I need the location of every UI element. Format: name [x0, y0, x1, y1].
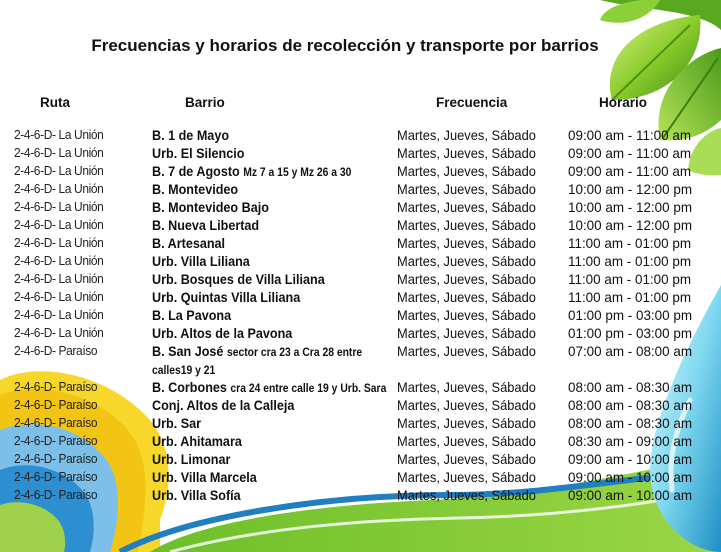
ruta-cell: 2-4-6-D- La Unión	[14, 181, 104, 196]
frecuencia-cell: Martes, Jueves, Sábado	[397, 217, 536, 233]
horario-cell: 01:00 pm - 03:00 pm	[568, 325, 693, 341]
horario-cell: 09:00 am - 11:00 am	[568, 145, 692, 161]
frecuencia-cell: Martes, Jueves, Sábado	[397, 469, 536, 485]
frecuencia-cell: Martes, Jueves, Sábado	[397, 271, 536, 287]
barrio-name: Urb. Quintas Villa Liliana	[152, 289, 301, 305]
barrio-name: Urb. El Silencio	[152, 145, 245, 161]
horario-cell: 11:00 am - 01:00 pm	[568, 253, 692, 269]
ruta-cell: 2-4-6-D- Paraíso	[14, 487, 98, 502]
ruta-cell: 2-4-6-D- Paraíso	[14, 433, 98, 448]
barrio-name: Urb. Limonar	[152, 451, 231, 467]
table-row	[0, 379, 721, 397]
barrio-cell	[152, 145, 244, 161]
table-row	[0, 289, 721, 307]
barrio-cell	[152, 469, 257, 485]
ruta-cell: 2-4-6-D- La Unión	[14, 217, 104, 232]
table-row	[0, 145, 721, 163]
frecuencia-cell: Martes, Jueves, Sábado	[397, 289, 536, 305]
barrio-cell	[152, 199, 269, 215]
table-row	[0, 451, 721, 469]
barrio-name: Urb. Villa Liliana	[152, 253, 250, 269]
frecuencia-cell: Martes, Jueves, Sábado	[397, 307, 536, 323]
barrio-name: B. La Pavona	[152, 307, 232, 323]
horario-cell: 09:00 am - 10:00 am	[568, 469, 693, 485]
barrio-name: Urb. Ahitamara	[152, 433, 242, 449]
barrio-cell	[152, 235, 225, 251]
table-row	[0, 433, 721, 451]
barrio-detail: Mz 7 a 15 y Mz 26 a 30	[243, 167, 352, 179]
ruta-cell: 2-4-6-D- La Unión	[14, 307, 104, 322]
horario-cell: 10:00 am - 12:00 pm	[568, 199, 693, 215]
ruta-cell: 2-4-6-D- Paraíso	[14, 469, 98, 484]
barrio-cell	[152, 127, 229, 143]
frecuencia-cell: Martes, Jueves, Sábado	[397, 163, 536, 179]
ruta-cell: 2-4-6-D- Paraíso	[14, 415, 98, 430]
barrio-name: Urb. Altos de la Pavona	[152, 325, 293, 341]
barrio-name: B. Artesanal	[152, 235, 226, 251]
frecuencia-cell: Martes, Jueves, Sábado	[397, 343, 536, 359]
barrio-cell	[152, 253, 250, 269]
table-row	[0, 199, 721, 217]
barrio-cell	[152, 433, 242, 449]
frecuencia-cell: Martes, Jueves, Sábado	[397, 127, 536, 143]
ruta-cell: 2-4-6-D- La Unión	[14, 145, 104, 160]
horario-cell: 07:00 am - 08:00 am	[568, 343, 693, 359]
barrio-name: B. Montevideo	[152, 181, 239, 197]
barrio-name: B. Montevideo Bajo	[152, 199, 269, 215]
barrio-name: B. Nueva Libertad	[152, 217, 260, 233]
ruta-cell: 2-4-6-D- La Unión	[14, 127, 104, 142]
horario-cell: 11:00 am - 01:00 pm	[568, 235, 692, 251]
header-horario: Horario	[599, 95, 648, 110]
barrio-cell	[152, 163, 351, 179]
frecuencia-cell: Martes, Jueves, Sábado	[397, 253, 536, 269]
barrio-cell	[152, 379, 386, 395]
header-barrio: Barrio	[185, 95, 225, 110]
frecuencia-cell: Martes, Jueves, Sábado	[397, 145, 536, 161]
barrio-name: B. 7 de Agosto	[152, 163, 240, 179]
barrio-cell	[152, 181, 238, 197]
barrio-cell	[152, 397, 294, 413]
horario-cell: 11:00 am - 01:00 pm	[568, 289, 692, 305]
barrio-name: B. Corbones	[152, 379, 227, 395]
table-row	[0, 343, 721, 379]
horario-cell: 08:00 am - 08:30 am	[568, 415, 693, 431]
horario-cell: 09:00 am - 10:00 am	[568, 487, 693, 503]
frecuencia-cell: Martes, Jueves, Sábado	[397, 433, 536, 449]
barrio-cell	[152, 415, 201, 431]
barrio-name: Urb. Bosques de Villa Liliana	[152, 271, 325, 287]
ruta-cell: 2-4-6-D- Paraíso	[14, 343, 98, 358]
table-row	[0, 307, 721, 325]
frecuencia-cell: Martes, Jueves, Sábado	[397, 325, 536, 341]
barrio-detail: cra 24 entre calle 19 y Urb. Sara	[230, 383, 387, 395]
ruta-cell: 2-4-6-D- Paraíso	[14, 451, 98, 466]
ruta-cell: 2-4-6-D- La Unión	[14, 235, 104, 250]
ruta-cell: 2-4-6-D- Paraíso	[14, 379, 98, 394]
table-row	[0, 469, 721, 487]
horario-cell: 11:00 am - 01:00 pm	[568, 271, 692, 287]
frecuencia-cell: Martes, Jueves, Sábado	[397, 487, 536, 503]
barrio-name: Urb. Villa Marcela	[152, 469, 257, 485]
table-row	[0, 235, 721, 253]
header-frecuencia: Frecuencia	[436, 95, 508, 110]
ruta-cell: 2-4-6-D- La Unión	[14, 199, 104, 214]
frecuencia-cell: Martes, Jueves, Sábado	[397, 235, 536, 251]
barrio-cell	[152, 343, 395, 379]
ruta-cell: 2-4-6-D- La Unión	[14, 271, 104, 286]
barrio-cell	[152, 289, 300, 305]
barrio-cell	[152, 217, 259, 233]
frecuencia-cell: Martes, Jueves, Sábado	[397, 379, 536, 395]
barrio-name: B. San José	[152, 343, 224, 359]
frecuencia-cell: Martes, Jueves, Sábado	[397, 397, 536, 413]
horario-cell: 10:00 am - 12:00 pm	[568, 217, 693, 233]
table-row	[0, 325, 721, 343]
horario-cell: 09:00 am - 10:00 am	[568, 451, 693, 467]
barrio-name: Urb. Villa Sofía	[152, 487, 241, 503]
horario-cell: 01:00 pm - 03:00 pm	[568, 307, 693, 323]
horario-cell: 08:00 am - 08:30 am	[568, 397, 693, 413]
table-row	[0, 181, 721, 199]
horario-cell: 09:00 am - 11:00 am	[568, 163, 692, 179]
barrio-name: Urb. Sar	[152, 415, 202, 431]
barrio-name: B. 1 de Mayo	[152, 127, 230, 143]
frecuencia-cell: Martes, Jueves, Sábado	[397, 451, 536, 467]
table-row	[0, 487, 721, 505]
horario-cell: 08:00 am - 08:30 am	[568, 379, 693, 395]
horario-cell: 08:30 am - 09:00 am	[568, 433, 693, 449]
table-row	[0, 253, 721, 271]
barrio-detail: sector cra 23 a Cra 28 entre calles19 y 21	[152, 347, 363, 377]
frecuencia-cell: Martes, Jueves, Sábado	[397, 181, 536, 197]
horario-cell: 09:00 am - 11:00 am	[568, 127, 692, 143]
barrio-cell	[152, 271, 325, 287]
frecuencia-cell: Martes, Jueves, Sábado	[397, 415, 536, 431]
barrio-cell	[152, 451, 230, 467]
table-row	[0, 217, 721, 235]
frecuencia-cell: Martes, Jueves, Sábado	[397, 199, 536, 215]
table-row	[0, 397, 721, 415]
table-row	[0, 163, 721, 181]
table-row	[0, 415, 721, 433]
barrio-name: Conj. Altos de la Calleja	[152, 397, 295, 413]
ruta-cell: 2-4-6-D- La Unión	[14, 163, 104, 178]
header-ruta: Ruta	[40, 95, 70, 110]
ruta-cell: 2-4-6-D- La Unión	[14, 325, 104, 340]
ruta-cell: 2-4-6-D- La Unión	[14, 253, 104, 268]
table-row	[0, 271, 721, 289]
table-row	[0, 127, 721, 145]
barrio-cell	[152, 325, 292, 341]
ruta-cell: 2-4-6-D- Paraíso	[14, 397, 98, 412]
horario-cell: 10:00 am - 12:00 pm	[568, 181, 693, 197]
barrio-cell	[152, 307, 231, 323]
ruta-cell: 2-4-6-D- La Unión	[14, 289, 104, 304]
barrio-cell	[152, 487, 241, 503]
page-title: Frecuencias y horarios de recolección y transporte por barrios	[91, 36, 599, 55]
